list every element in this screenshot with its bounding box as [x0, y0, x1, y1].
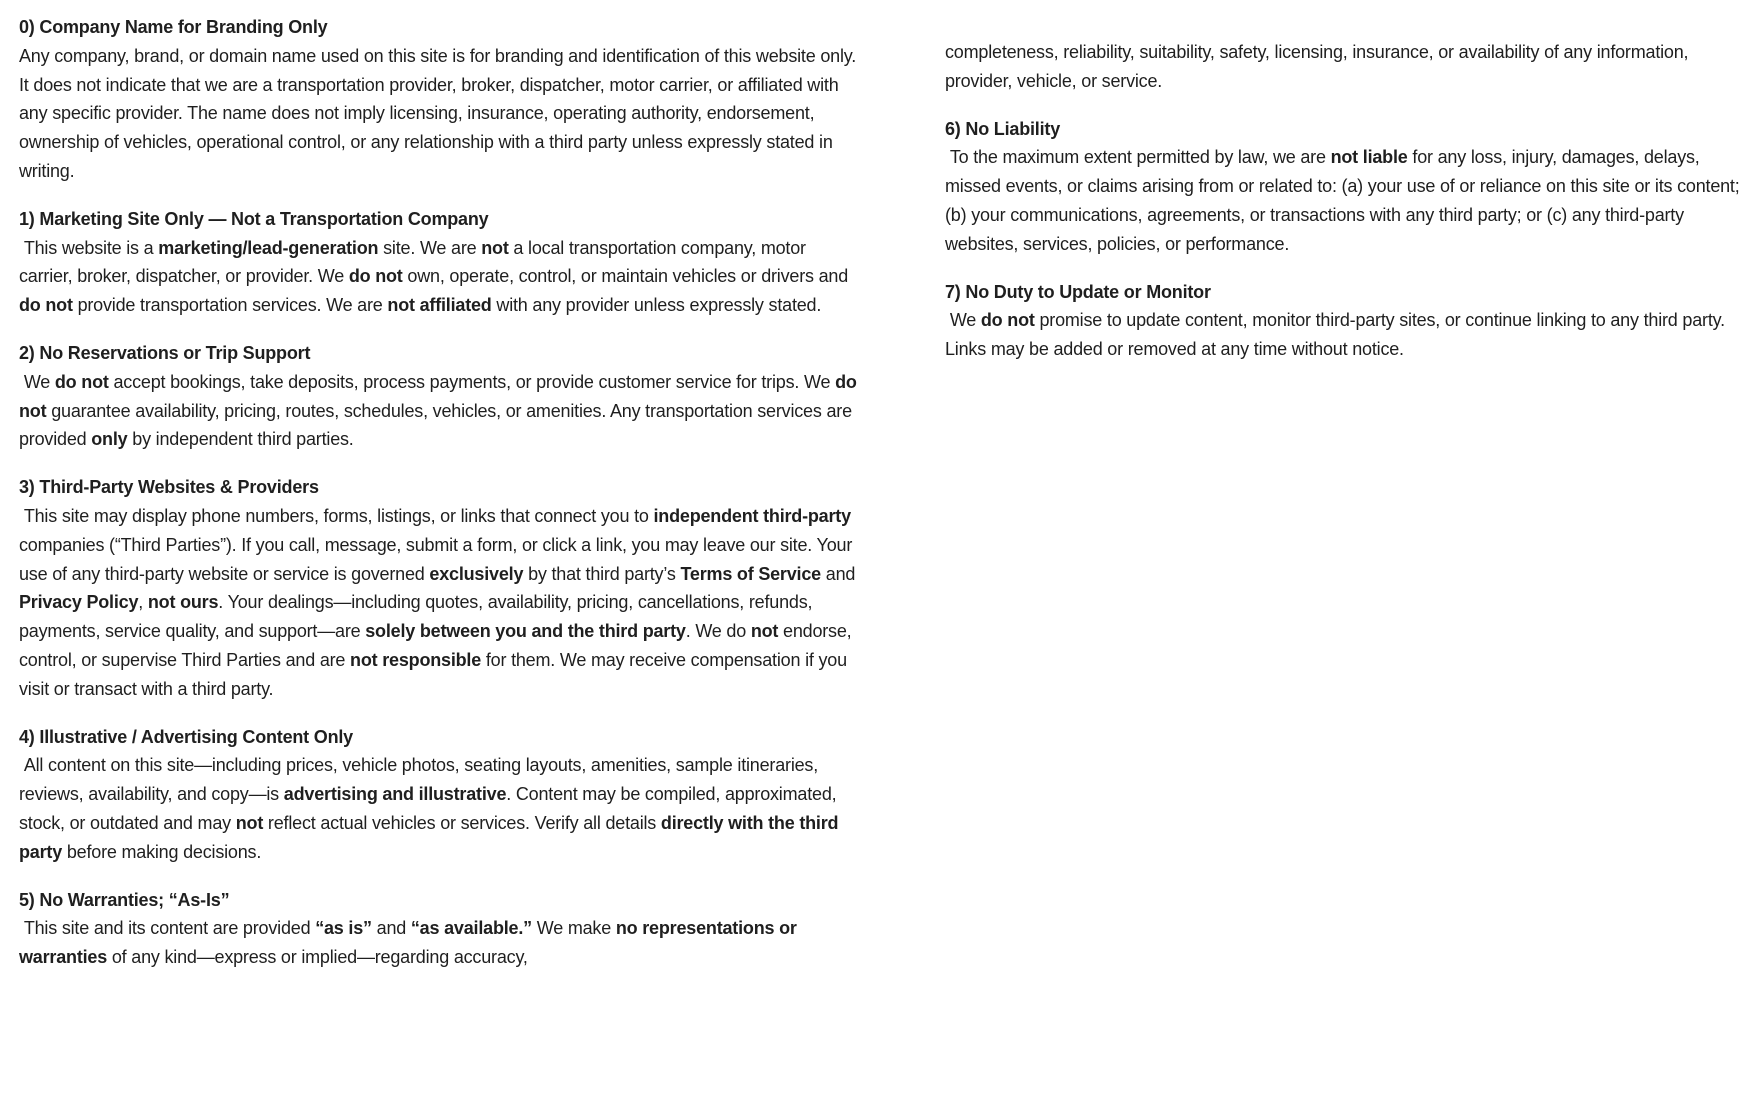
disclaimer-column-left	[19, 13, 862, 972]
disclaimer-column-right	[945, 13, 1745, 364]
section-1-marketing-site-only	[19, 205, 862, 320]
section-5-no-warranties	[19, 886, 862, 972]
section-3-body: This site may display phone numbers, forms, listings, or links that connect you to independent third-party companies (“Third Parties”). If you call, message, submit a form, or click a link, you may leave our site. Your use of any third-party website or service is governed exclusively by that third party’s Terms of Service and Privacy Policy, not ours. Your dealings—including quotes, availability, pricing, cancellations, refunds, payments, service quality, and support—are solely between you and the third party. We do not endorse, control, or supervise Third Parties and are not responsible for them. We may receive compensation if you visit or transact with a third party.	[19, 505, 861, 699]
section-3-heading: 3) Third-Party Websites & Providers	[19, 477, 319, 498]
section-0-body: Any company, brand, or domain name used on this site is for branding and identification of this website only. It does not indicate that we are a transportation provider, broker, dispatcher, motor carrier, or affiliated with any specific provider. The name does not imply licensing, insurance, operating authority, endorsement, ownership of vehicles, operational control, or any relationship with a third party unless expressly stated in writing.	[19, 45, 861, 181]
section-2-body: We do not accept bookings, take deposits, process payments, or provide customer service for trips. We do not guarantee availability, pricing, routes, schedules, vehicles, or amenities. Any transportation services are provided only by independent third parties.	[19, 371, 862, 450]
section-5-body-continued: completeness, reliability, suitability, safety, licensing, insurance, or availability of any information, provider, vehicle, or service.	[945, 42, 1694, 91]
section-6-no-liability	[945, 115, 1745, 259]
section-4-illustrative-content	[19, 723, 862, 867]
section-0-heading: 0) Company Name for Branding Only	[19, 17, 328, 37]
section-1-heading: 1) Marketing Site Only — Not a Transportation Company	[19, 208, 489, 229]
section-2-heading: 2) No Reservations or Trip Support	[19, 342, 311, 363]
section-3-third-party-websites	[19, 473, 862, 703]
section-5-heading: 5) No Warranties; “As-Is”	[19, 889, 230, 910]
section-5-no-warranties-continued	[945, 38, 1745, 96]
section-6-heading: 6) No Liability	[945, 118, 1061, 139]
section-7-heading: 7) No Duty to Update or Monitor	[945, 281, 1211, 302]
section-1-body: This website is a marketing/lead-generation site. We are not a local transportation company, motor carrier, broker, dispatcher, or provider. We do not own, operate, control, or maintain vehicles or drivers and do not provide transportation services. We are not affiliated with any provider unless expressly stated.	[19, 237, 853, 316]
section-5-body: This site and its content are provided “as is” and “as available.” We make no representations or warranties of any kind—express or implied—regarding accuracy,	[19, 918, 802, 968]
section-0-company-name-branding	[19, 13, 862, 186]
section-7-no-duty-to-update	[945, 278, 1745, 364]
section-4-heading: 4) Illustrative / Advertising Content Only	[19, 726, 353, 747]
section-4-body: All content on this site—including prices, vehicle photos, seating layouts, amenities, sample itineraries, reviews, availability, and copy—is advertising and illustrative. Content may be compiled, approximated, stock, or outdated and may not reflect actual vehicles or services. Verify all details directly with the third party before making decisions.	[19, 755, 844, 862]
section-2-no-reservations	[19, 339, 862, 454]
section-7-body: We do not promise to update content, monitor third-party sites, or continue linking to any third party. Links may be added or removed at any time without notice.	[945, 310, 1730, 360]
section-6-body: To the maximum extent permitted by law, we are not liable for any loss, injury, damages, delays, missed events, or claims arising from or related to: (a) your use of or reliance on this site or its content; (b) your communications, agreements, or transactions with any third party; or (c) any third-party websites, services, policies, or performance.	[945, 147, 1745, 254]
